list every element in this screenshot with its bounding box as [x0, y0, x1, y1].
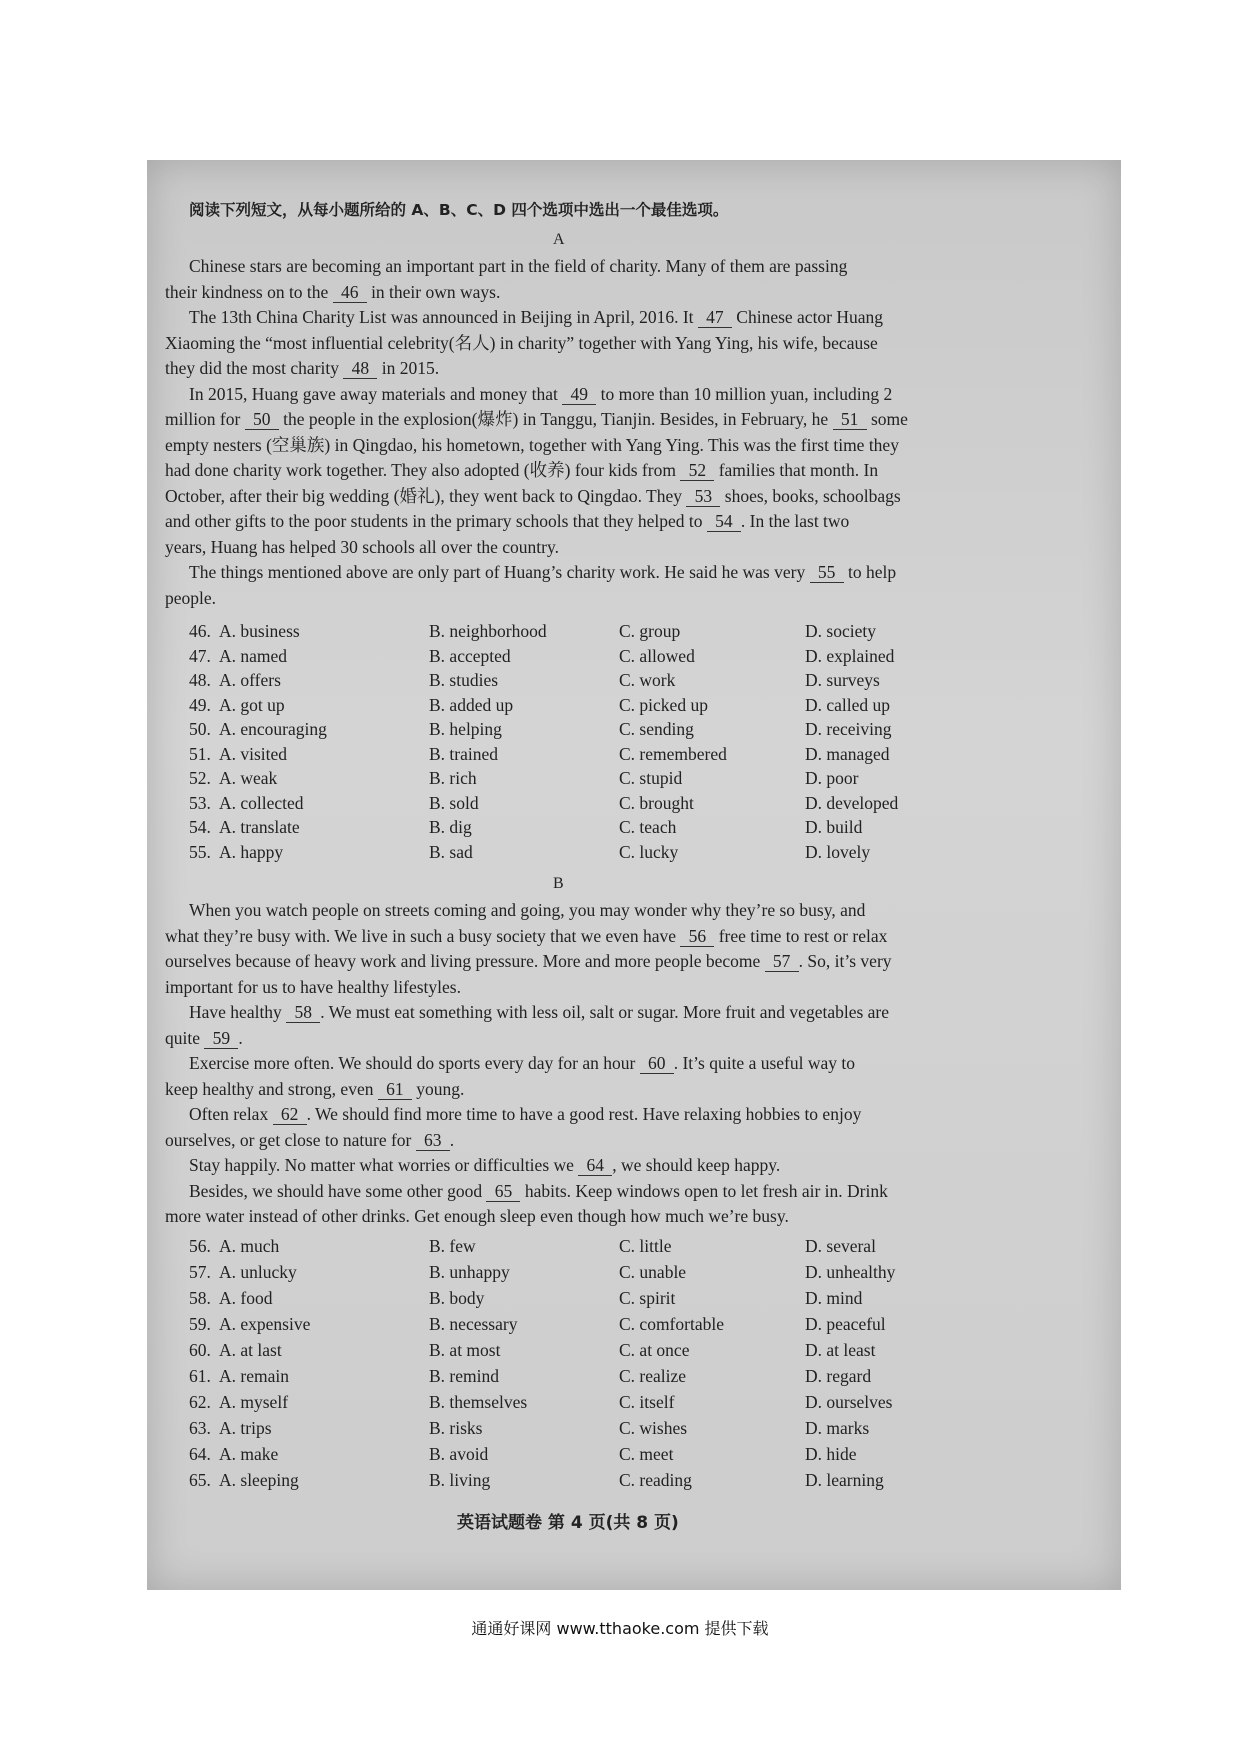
- option-b: B. avoid: [429, 1443, 489, 1464]
- paragraph-line: [189, 1002, 889, 1023]
- option-b: B. rich: [429, 768, 477, 788]
- question-number: 58.: [189, 1287, 211, 1308]
- option-b: B. remind: [429, 1365, 499, 1386]
- option-a: A. encouraging: [219, 719, 327, 739]
- text-run: .: [449, 1129, 455, 1150]
- question-number: 54.: [189, 817, 211, 837]
- option-a: A. make: [219, 1443, 279, 1464]
- text-run: . In the last two: [740, 511, 850, 531]
- question-number: 55.: [189, 841, 211, 862]
- option-d: D. developed: [805, 792, 899, 813]
- option-b: B. living: [429, 1469, 491, 1490]
- option-d: D. managed: [805, 743, 890, 764]
- option-d: D. lovely: [805, 841, 871, 862]
- paragraph-line: [165, 537, 559, 557]
- blank-number: 63: [416, 1130, 450, 1151]
- option-a: A. unlucky: [219, 1261, 297, 1282]
- option-b: B. added up: [429, 694, 514, 715]
- text-run: ourselves, or get close to nature for: [165, 1129, 416, 1150]
- text-run: keep healthy and strong, even: [165, 1078, 378, 1099]
- option-a: A. myself: [219, 1391, 289, 1412]
- paragraph-line: [189, 900, 865, 920]
- option-d: D. at least: [805, 1339, 876, 1360]
- blank-number: 56: [680, 926, 714, 947]
- text-run: important for us to have healthy lifestyles.: [165, 976, 461, 997]
- option-c: C. comfortable: [619, 1313, 724, 1334]
- question-number: 51.: [189, 743, 211, 764]
- option-a: A. remain: [219, 1365, 289, 1386]
- text-run: they did the most charity: [165, 358, 344, 378]
- paragraph-line: [165, 282, 500, 303]
- option-b: B. risks: [429, 1417, 483, 1438]
- option-b: B. necessary: [429, 1313, 518, 1334]
- question-number: 46.: [189, 621, 211, 641]
- text-run: more water instead of other drinks. Get enough sleep even though how much we’re busy.: [165, 1206, 789, 1226]
- blank-number: 51: [833, 409, 867, 430]
- option-a: A. offers: [219, 670, 281, 690]
- paragraph-line: [165, 409, 908, 430]
- option-c: C. unable: [619, 1261, 687, 1282]
- text-run: in their own ways.: [366, 281, 501, 302]
- paragraph-line: [189, 1155, 780, 1176]
- text-run: their kindness on to the: [165, 281, 333, 302]
- question-number: 47.: [189, 645, 211, 666]
- option-d: D. several: [805, 1235, 876, 1256]
- blank-number: 64: [578, 1155, 612, 1176]
- option-a: A. collected: [219, 792, 304, 813]
- text-run: Have healthy: [189, 1002, 287, 1022]
- text-run: and other gifts to the poor students in the primary schools that they helped to: [165, 511, 707, 531]
- page-footer: 英语试题卷 第 4 页(共 8 页): [457, 1513, 679, 1533]
- paragraph-line: [189, 384, 892, 405]
- option-c: C. allowed: [619, 645, 695, 666]
- option-c: C. group: [619, 621, 681, 641]
- option-c: C. spirit: [619, 1287, 676, 1308]
- text-run: Besides, we should have some other good: [189, 1180, 487, 1201]
- text-run: people.: [165, 587, 217, 608]
- paragraph-line: [165, 333, 878, 353]
- text-run: million for: [165, 409, 245, 429]
- option-d: D. society: [805, 621, 876, 641]
- text-run: to help: [843, 562, 897, 582]
- option-a: A. much: [219, 1235, 280, 1256]
- text-run: Stay happily. No matter what worries or difficulties we: [189, 1155, 579, 1175]
- option-d: D. learning: [805, 1469, 884, 1490]
- option-d: D. marks: [805, 1417, 870, 1438]
- option-a: A. at last: [219, 1339, 282, 1360]
- option-c: C. lucky: [619, 841, 679, 862]
- paragraph-line: [189, 1104, 861, 1125]
- paragraph-line: [189, 1053, 855, 1074]
- option-a: A. weak: [219, 768, 278, 788]
- text-run: The 13th China Charity List was announced in Beijing in April, 2016. It: [189, 307, 698, 327]
- text-run: quite: [165, 1027, 205, 1048]
- option-d: D. receiving: [805, 719, 892, 739]
- source-line: 通通好课网 www.tthaoke.com 提供下载: [471, 1619, 769, 1638]
- question-number: 65.: [189, 1469, 211, 1490]
- paragraph-line: [189, 562, 896, 583]
- blank-number: 62: [273, 1104, 307, 1125]
- text-run: in 2015.: [377, 358, 440, 378]
- text-run: empty nesters (空巢族) in Qingdao, his hometown, together with Yang Ying. This was the first time they: [165, 434, 899, 455]
- text-run: to more than 10 million yuan, including 2: [596, 383, 893, 404]
- text-run: years, Huang has helped 30 schools all over the country.: [165, 536, 559, 557]
- question-number: 56.: [189, 1235, 211, 1256]
- section-heading: A: [553, 231, 565, 248]
- option-c: C. brought: [619, 792, 694, 813]
- option-d: D. mind: [805, 1287, 863, 1308]
- option-c: C. teach: [619, 817, 677, 837]
- option-c: C. stupid: [619, 768, 683, 788]
- text-run: ourselves because of heavy work and living pressure. More and more people become: [165, 951, 765, 971]
- option-b: B. themselves: [429, 1391, 528, 1412]
- question-number: 62.: [189, 1391, 211, 1412]
- blank-number: 58: [286, 1002, 320, 1023]
- option-a: A. translate: [219, 817, 300, 837]
- blank-number: 48: [343, 358, 377, 379]
- text-run: Chinese stars are becoming an important part in the field of charity. Many of them are passing: [189, 256, 848, 276]
- option-d: D. called up: [805, 694, 891, 715]
- text-run: shoes, books, schoolbags: [720, 485, 901, 506]
- text-run: The things mentioned above are only part of Huang’s charity work. He said he was very: [189, 562, 810, 582]
- question-number: 63.: [189, 1417, 211, 1438]
- option-b: B. studies: [429, 670, 499, 690]
- paragraph-line: [165, 926, 887, 947]
- option-a: A. sleeping: [219, 1469, 299, 1490]
- option-a: A. trips: [219, 1417, 272, 1438]
- text-run: habits. Keep windows open to let fresh air in. Drink: [520, 1180, 888, 1201]
- option-b: B. trained: [429, 743, 499, 764]
- question-number: 59.: [189, 1313, 211, 1334]
- option-b: B. sad: [429, 841, 473, 862]
- paragraph-line: [165, 1079, 464, 1100]
- paragraph-line: [165, 460, 878, 481]
- option-a: A. got up: [219, 694, 285, 715]
- paragraph-line: [189, 256, 847, 276]
- paragraph-line: [165, 1028, 243, 1049]
- text-run: free time to rest or relax: [714, 925, 888, 946]
- text-run: When you watch people on streets coming and going, you may wonder why they’re so busy, and: [189, 900, 866, 920]
- paragraph-line: [165, 358, 439, 379]
- blank-number: 53: [686, 486, 720, 507]
- question-number: 61.: [189, 1365, 211, 1386]
- text-run: In 2015, Huang gave away materials and money that: [189, 383, 563, 404]
- question-number: 50.: [189, 719, 211, 739]
- section-heading: B: [553, 875, 564, 892]
- question-number: 53.: [189, 792, 211, 813]
- option-c: C. remembered: [619, 743, 727, 764]
- option-b: B. neighborhood: [429, 621, 547, 641]
- option-c: C. meet: [619, 1443, 674, 1464]
- option-a: A. happy: [219, 841, 284, 862]
- blank-number: 50: [245, 409, 279, 430]
- option-b: B. few: [429, 1235, 476, 1256]
- text-run: the people in the explosion(爆炸) in Tanggu, Tianjin. Besides, in February, he: [278, 409, 833, 429]
- blank-number: 65: [486, 1181, 520, 1202]
- blank-number: 57: [765, 951, 799, 972]
- instruction: 阅读下列短文，从每小题所给的 A、B、C、D 四个选项中选出一个最佳选项。: [189, 201, 729, 219]
- text-run: had done charity work together. They also adopted (收养) four kids from: [165, 460, 681, 480]
- question-number: 64.: [189, 1443, 211, 1464]
- option-a: A. named: [219, 645, 288, 666]
- text-run: Xiaoming the “most influential celebrity(名人) in charity” together with Yang Ying, his wife, because: [165, 332, 878, 353]
- option-c: C. picked up: [619, 694, 708, 715]
- blank-number: 46: [333, 282, 367, 303]
- paragraph-line: [165, 951, 892, 972]
- text-run: . So, it’s very: [798, 951, 892, 971]
- question-number: 57.: [189, 1261, 211, 1282]
- option-c: C. work: [619, 670, 676, 690]
- paragraph-line: [165, 588, 216, 608]
- paragraph-line: [165, 511, 849, 532]
- blank-number: 49: [562, 384, 596, 405]
- paragraph-line: [165, 1130, 454, 1151]
- blank-number: 52: [680, 460, 714, 481]
- text-run: Chinese actor Huang: [731, 307, 884, 327]
- paragraph-line: [189, 1181, 888, 1202]
- option-b: B. dig: [429, 817, 472, 837]
- blank-number: 55: [810, 562, 844, 583]
- text-run: some: [866, 409, 908, 429]
- blank-number: 54: [707, 511, 741, 532]
- option-b: B. at most: [429, 1339, 501, 1360]
- option-c: C. sending: [619, 719, 694, 739]
- option-c: C. realize: [619, 1365, 687, 1386]
- option-b: B. body: [429, 1287, 485, 1308]
- option-d: D. surveys: [805, 670, 880, 690]
- option-d: D. peaceful: [805, 1313, 886, 1334]
- text-run: what they’re busy with. We live in such a busy society that we even have: [165, 925, 681, 946]
- text-run: October, after their big wedding (婚礼), they went back to Qingdao. They: [165, 485, 687, 506]
- paragraph-line: [165, 977, 461, 997]
- blank-number: 61: [378, 1079, 412, 1100]
- text-run: . We must eat something with less oil, salt or sugar. More fruit and vegetables are: [320, 1002, 890, 1022]
- option-b: B. helping: [429, 719, 502, 739]
- option-d: D. ourselves: [805, 1391, 893, 1412]
- blank-number: 59: [204, 1028, 238, 1049]
- question-number: 60.: [189, 1339, 211, 1360]
- option-b: B. sold: [429, 792, 479, 813]
- option-c: C. little: [619, 1235, 672, 1256]
- option-d: D. regard: [805, 1365, 872, 1386]
- option-d: D. poor: [805, 768, 859, 788]
- option-c: C. itself: [619, 1391, 675, 1412]
- option-a: A. food: [219, 1287, 273, 1308]
- exam-page-photo: [147, 160, 1121, 1590]
- question-number: 49.: [189, 694, 211, 715]
- option-a: A. visited: [219, 743, 288, 764]
- text-run: families that month. In: [714, 460, 879, 480]
- option-c: C. reading: [619, 1469, 692, 1490]
- option-b: B. accepted: [429, 645, 511, 666]
- paragraph-line: [189, 307, 883, 328]
- option-b: B. unhappy: [429, 1261, 510, 1282]
- option-c: C. wishes: [619, 1417, 688, 1438]
- option-d: D. build: [805, 817, 863, 837]
- text-run: young.: [411, 1078, 465, 1099]
- blank-number: 60: [640, 1053, 674, 1074]
- text-run: . It’s quite a useful way to: [673, 1053, 855, 1073]
- option-d: D. unhealthy: [805, 1261, 896, 1282]
- question-number: 48.: [189, 670, 211, 690]
- text-run: Exercise more often. We should do sports every day for an hour: [189, 1053, 640, 1073]
- question-number: 52.: [189, 768, 211, 788]
- paragraph-line: [165, 1206, 789, 1226]
- text-run: , we should keep happy.: [612, 1155, 781, 1175]
- blank-number: 47: [698, 307, 732, 328]
- option-d: D. hide: [805, 1443, 857, 1464]
- option-d: D. explained: [805, 645, 895, 666]
- text-run: . We should find more time to have a good rest. Have relaxing hobbies to enjoy: [306, 1104, 862, 1124]
- option-a: A. expensive: [219, 1313, 311, 1334]
- option-a: A. business: [219, 621, 300, 641]
- option-c: C. at once: [619, 1339, 690, 1360]
- text-run: Often relax: [189, 1104, 273, 1124]
- text-run: .: [238, 1027, 243, 1048]
- paragraph-line: [165, 486, 901, 507]
- paragraph-line: [165, 435, 899, 455]
